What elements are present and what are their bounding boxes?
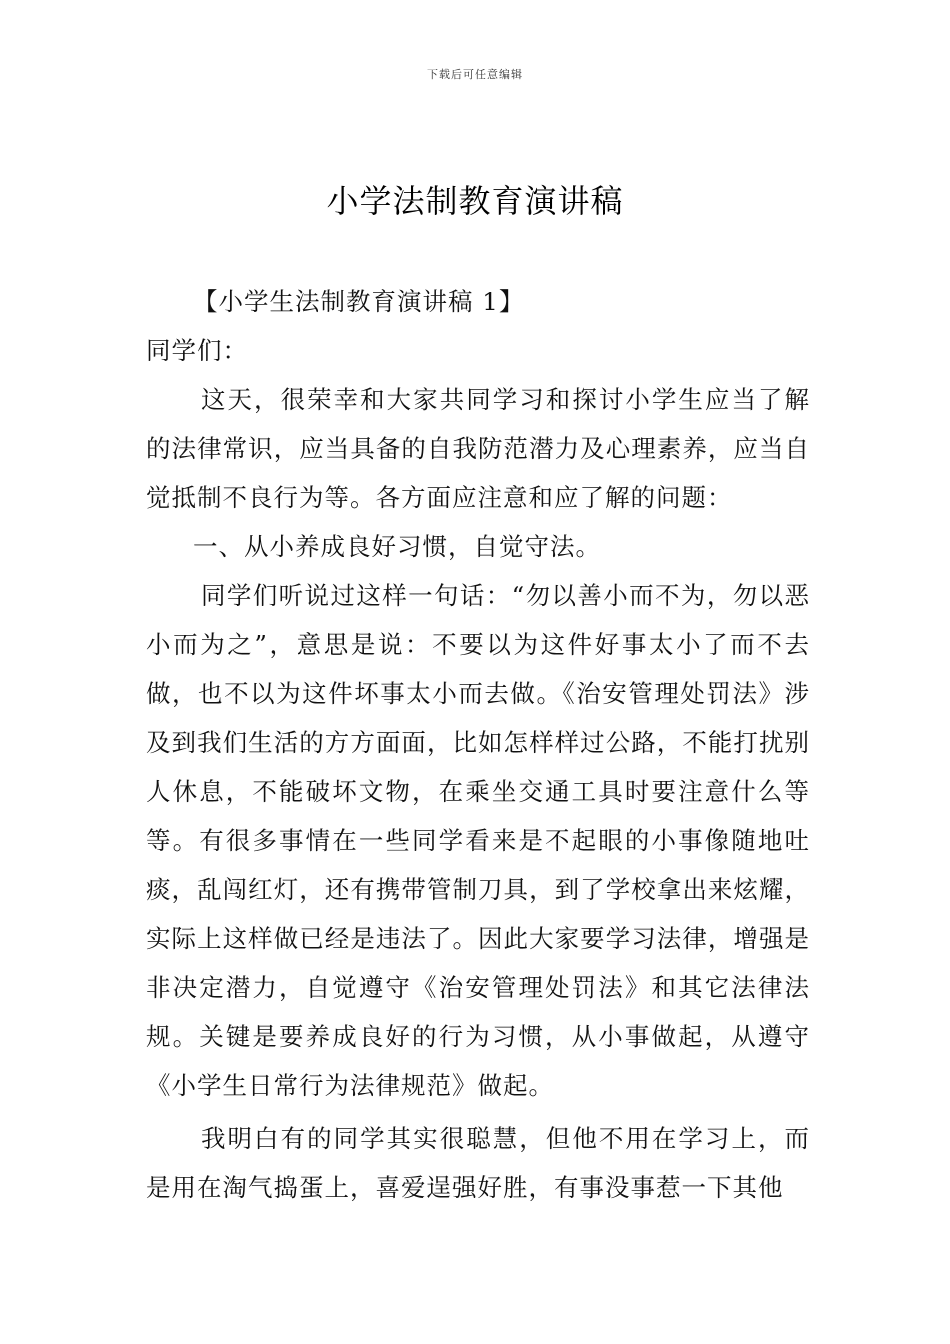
subsection-heading: 一、从小养成良好习惯，自觉守法。	[193, 532, 601, 561]
page-header-note: 下载后可任意编辑	[427, 68, 523, 81]
body-paragraph: 我明白有的同学其实很聪慧，但他不用在学习上，而是用在淘气捣蛋上，喜爱逞强好胜，有事没事惹一下其他	[146, 1124, 810, 1202]
body-paragraph: 同学们听说过这样一句话：“勿以善小而不为，勿以恶小而为之”，意思是说：不要以为这件好事太小了而不去做，也不以为这件坏事太小而去做。《治安管理处罚法》涉及到我们生活的方方面面，比如怎样样过公路，不能打扰别人休息，不能破坏文物，在乘坐交通工具时要注意什么等等。有很多事情在一些同学看来是不起眼的小事像随地吐痰，乱闯红灯，还有携带管制刀具，到了学校拿出来炫耀，实际上这样做已经是违法了。因此大家要学习法律，增强是非决定潜力，自觉遵守《治安管理处罚法》和其它法律法规。关键是要养成良好的行为习惯，从小事做起，从遵守《小学生日常行为法律规范》做起。	[146, 581, 810, 1100]
body-paragraph: 这天，很荣幸和大家共同学习和探讨小学生应当了解的法律常识，应当具备的自我防范潜力及心理素养，应当自觉抵制不良行为等。各方面应注意和应了解的问题：	[146, 385, 810, 512]
salutation: 同学们：	[146, 336, 248, 365]
section-heading: 【小学生法制教育演讲稿 1】	[193, 287, 525, 316]
document-title: 小学法制教育演讲稿	[326, 182, 624, 220]
document-body	[146, 277, 810, 1212]
